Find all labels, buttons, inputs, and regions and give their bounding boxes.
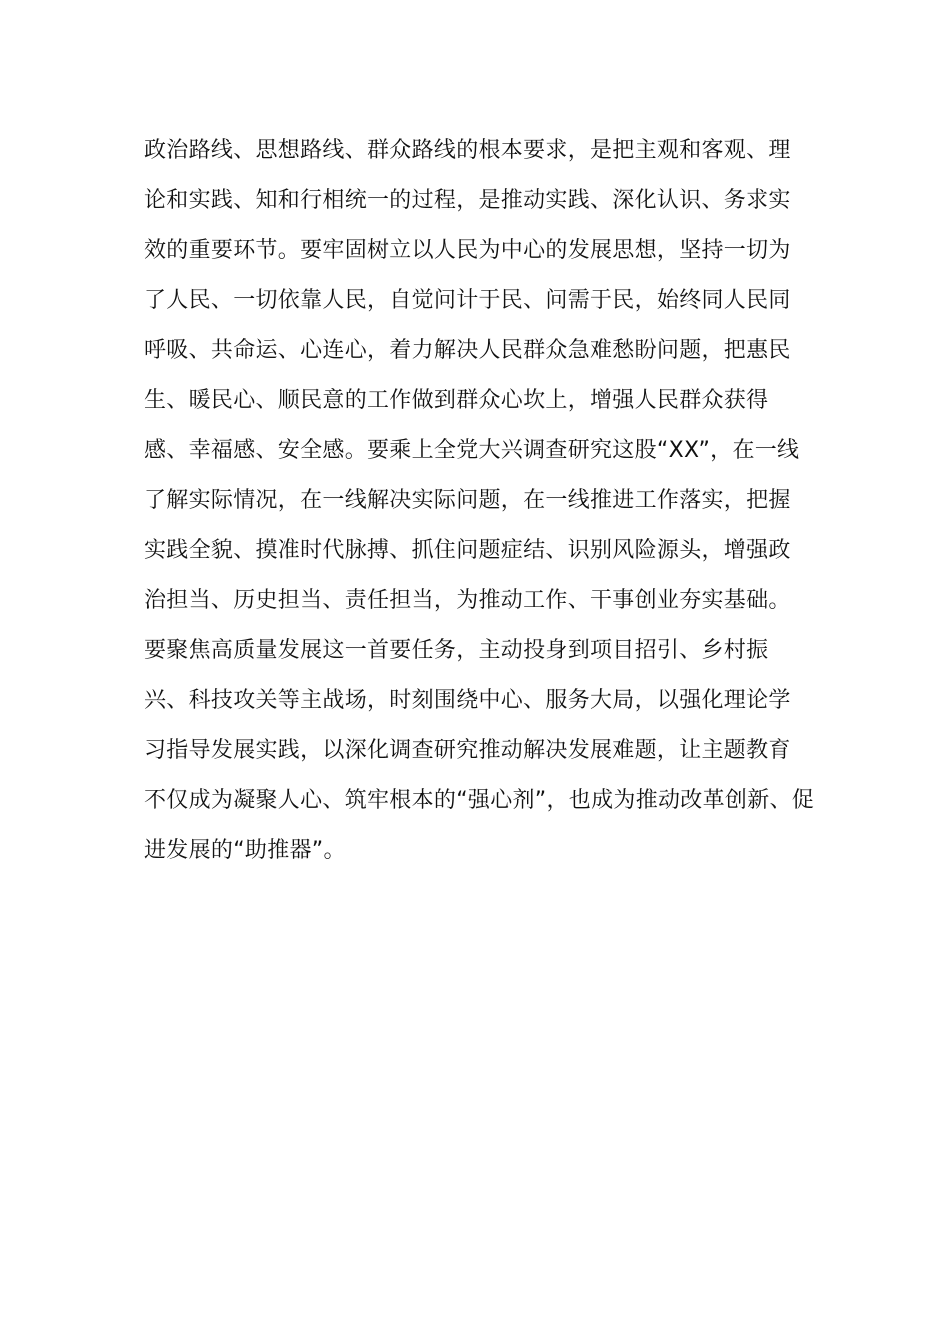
text-line: 习指导发展实践，以深化调查研究推动解决发展难题，让主题教育 (144, 738, 791, 763)
body-paragraph (144, 126, 814, 876)
text-line: 了人民、一切依靠人民，自觉问计于民、问需于民，始终同人民同 (144, 288, 791, 313)
text-line: 兴、科技攻关等主战场，时刻围绕中心、服务大局，以强化理论学 (144, 688, 791, 713)
text-line: 感、幸福感、安全感。要乘上全党大兴调查研究这股“XX”，在一线 (144, 438, 800, 463)
text-line: 进发展的“助推器”。 (144, 838, 346, 863)
text-line: 实践全貌、摸准时代脉搏、抓住问题症结、识别风险源头，增强政 (144, 538, 791, 563)
text-line: 了解实际情况，在一线解决实际问题，在一线推进工作落实，把握 (144, 488, 791, 513)
text-line: 论和实践、知和行相统一的过程，是推动实践、深化认识、务求实 (144, 188, 791, 213)
text-line: 不仅成为凝聚人心、筑牢根本的“强心剂”，也成为推动改革创新、促 (144, 788, 815, 813)
text-line: 政治路线、思想路线、群众路线的根本要求，是把主观和客观、理 (144, 138, 791, 163)
text-line: 要聚焦高质量发展这一首要任务，主动投身到项目招引、乡村振 (144, 638, 769, 663)
text-line: 治担当、历史担当、责任担当，为推动工作、干事创业夯实基础。 (144, 588, 791, 613)
text-line: 呼吸、共命运、心连心，着力解决人民群众急难愁盼问题，把惠民 (144, 338, 791, 363)
text-line: 生、暖民心、顺民意的工作做到群众心坎上，增强人民群众获得 (144, 388, 769, 413)
text-line: 效的重要环节。要牢固树立以人民为中心的发展思想，坚持一切为 (144, 238, 791, 263)
